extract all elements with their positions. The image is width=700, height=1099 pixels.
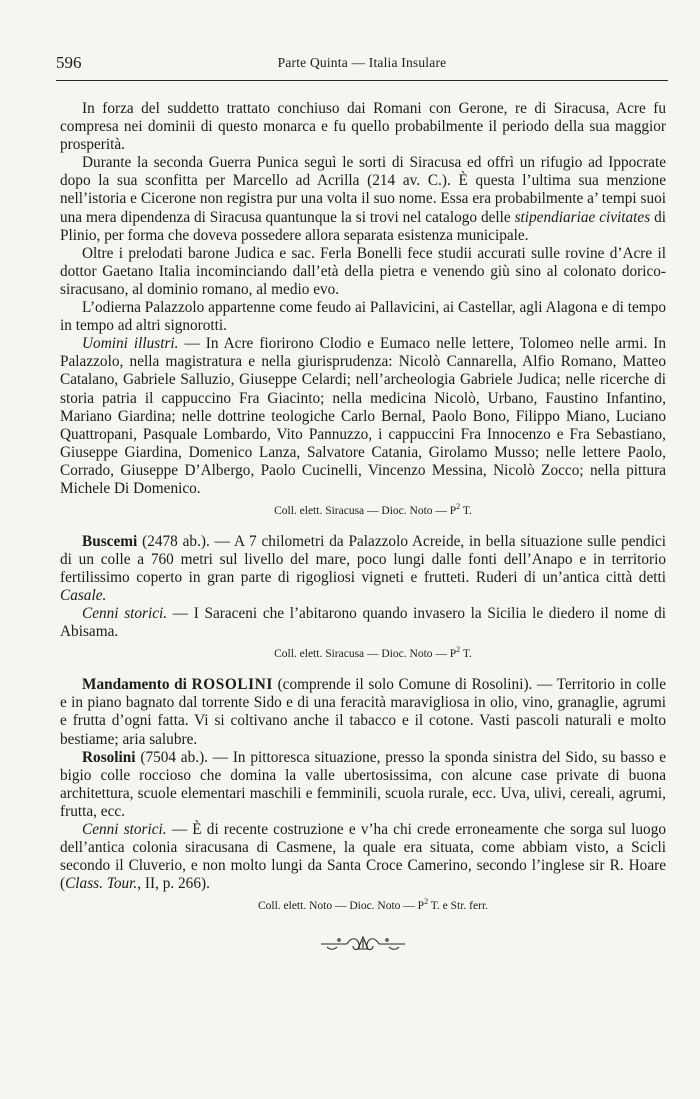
section-label: Cenni storici. <box>82 605 168 623</box>
buscemi-electoral-note: Coll. elett. Siracusa — Dioc. Noto — $P^2$ T. <box>274 645 472 661</box>
page-body <box>60 100 666 958</box>
rosolini-district-entry: Mandamento di ROSOLINI (comprende il solo Comune di Rosolini). — Territorio in colle e in piano bagnato dal torrente Sido e di una feracità maravigliosa in olio, vino, granaglie, agrumi e frutta d’ogni fatta. Vi si coltivano anche il tabacco e il cotone. Vasti pascoli naturali e molto bestiame; aria salubre. <box>60 676 666 748</box>
buscemi-entry: Buscemi (2478 ab.). — A 7 chilometri da Palazzolo Acreide, in bella situazione sulle pendici di un colle a 760 metri sul livello del mare, poco lungi dalle fonti dell’Anapo e in territorio fertilissimo coperto in gran parte di rigogliosi vigneti e frutteti. Ruderi di un’antica città detti Casale. <box>60 532 666 605</box>
tailpiece-ornament-icon <box>60 935 666 958</box>
running-title: Parte Quinta — Italia Insulare <box>277 55 447 70</box>
acre-paragraph-2: Durante la seconda Guerra Punica seguì le sorti di Siracusa ed offrì un rifugio ad Ippocrate dopo la sua sconfitta per Marcello ad Acrilla (214 av. C.). È questa l’ultima sua menzione nell’istoria e Cicerone non registra pur una volta il suo nome. Essa era probabilmente a’ tempi suoi una mera dipendenza di Siracusa quantunque la si trovi nel catalogo delle stipendiariae civitates di Plinio, per forma che doveva possedere allora separata esistenza municipale. <box>60 154 666 244</box>
acre-paragraph-1: In forza del suddetto trattato conchiuso dai Romani con Gerone, re di Siracusa, Acre fu compresa nei dominii di questo monarca e fu quello probabilmente il periodo della sua maggior prosperità. <box>60 100 666 154</box>
acre-paragraph-3: Oltre i prelodati barone Judica e sac. Ferla Bonelli fece studii accurati sulle rovine d’Acre il dottor Gaetano Italia incominciando dall’età della pietra e venendo giù sino al colonato dorico-siracusano, al dominio romano, al medio evo. <box>60 244 666 298</box>
header-rule <box>56 80 668 81</box>
section-label: Cenni storici. <box>82 821 167 839</box>
page-number: 596 <box>56 53 82 72</box>
acre-latin-term: stipendiariae civitates <box>514 208 651 226</box>
rosolini-electoral-note: Coll. elett. Noto — Dioc. Noto — $P^2$ T. e Str. ferr. <box>257 897 489 913</box>
entry-name: ROSOLINI <box>191 676 273 694</box>
entry-name: Buscemi <box>82 532 138 550</box>
section-label: Uomini illustri. <box>82 335 179 353</box>
buscemi-history: Cenni storici. — I Saraceni che l’abitarono quando invasero la Sicilia le diedero il nome di Abisama. <box>60 605 667 641</box>
acre-paragraph-4: L’odierna Palazzolo appartenne come feudo ai Pallavicini, ai Castellar, agli Alagona e di tempo in tempo ad altri signorotti. <box>60 299 666 335</box>
page-header <box>56 50 668 76</box>
rosolini-history: Cenni storici. — È di recente costruzione e v’ha chi crede erroneamente che sorga sul luogo dell’antica colonia siracusana di Casmene, la quale era situata, come abbiam visto, a Scicli secondo il Cluverio, e non molto lungi da Santa Croce Camerino, secondo l’inglese sir R. Hoare (Class. Tour., II, p. 266). <box>60 821 666 893</box>
rosolini-entry: Rosolini (7504 ab.). — In pittoresca situazione, presso la sponda sinistra del Sido, su basso e bigio colle roccioso che domina la valle ubertosissima, con alcune case private di buona architettura, scuole elementari maschili e femminili, scuola rurale, ecc. Uva, ulivi, cereali, agrumi, frutta, ecc. <box>60 748 666 820</box>
acre-illustrious-men: Uomini illustri. — In Acre fiorirono Clodio e Eumaco nelle lettere, Tolomeo nelle armi. In Palazzolo, nella magistratura e nella giurisprudenza: Nicolò Cannarella, Alfio Romano, Matteo Catalano, Gabriele Salluzio, Giuseppe Celardi; nell’archeologia Gabriele Judica; nelle ricerche di storia patria il cappuccino Fra Giacinto; nella medicina Nicolò, Urbano, Faustino Infantino, Mariano Giardina; nelle dottrine teologiche Carlo Bernal, Paolo Bono, Filippo Miano, Luciano Quattropani, Pasquale Lombardo, Vito Pannuzzo, i cappuccini Fra Innocenzo e Fra Sebastiano, Giuseppe Giardina, Domenico Lanza, Salvatore Catania, Girolamo Musso; nelle lettere Paolo, Corrado, Giuseppe D’Albergo, Paolo Cucinelli, Vincenzo Messina, Nicolò Zocco; nella pittura Michele Di Domenico. <box>60 335 667 497</box>
acre-electoral-note: Coll. elett. Siracusa — Dioc. Noto — $P^2$ T. <box>274 502 472 517</box>
entry-name: Rosolini <box>82 748 136 766</box>
